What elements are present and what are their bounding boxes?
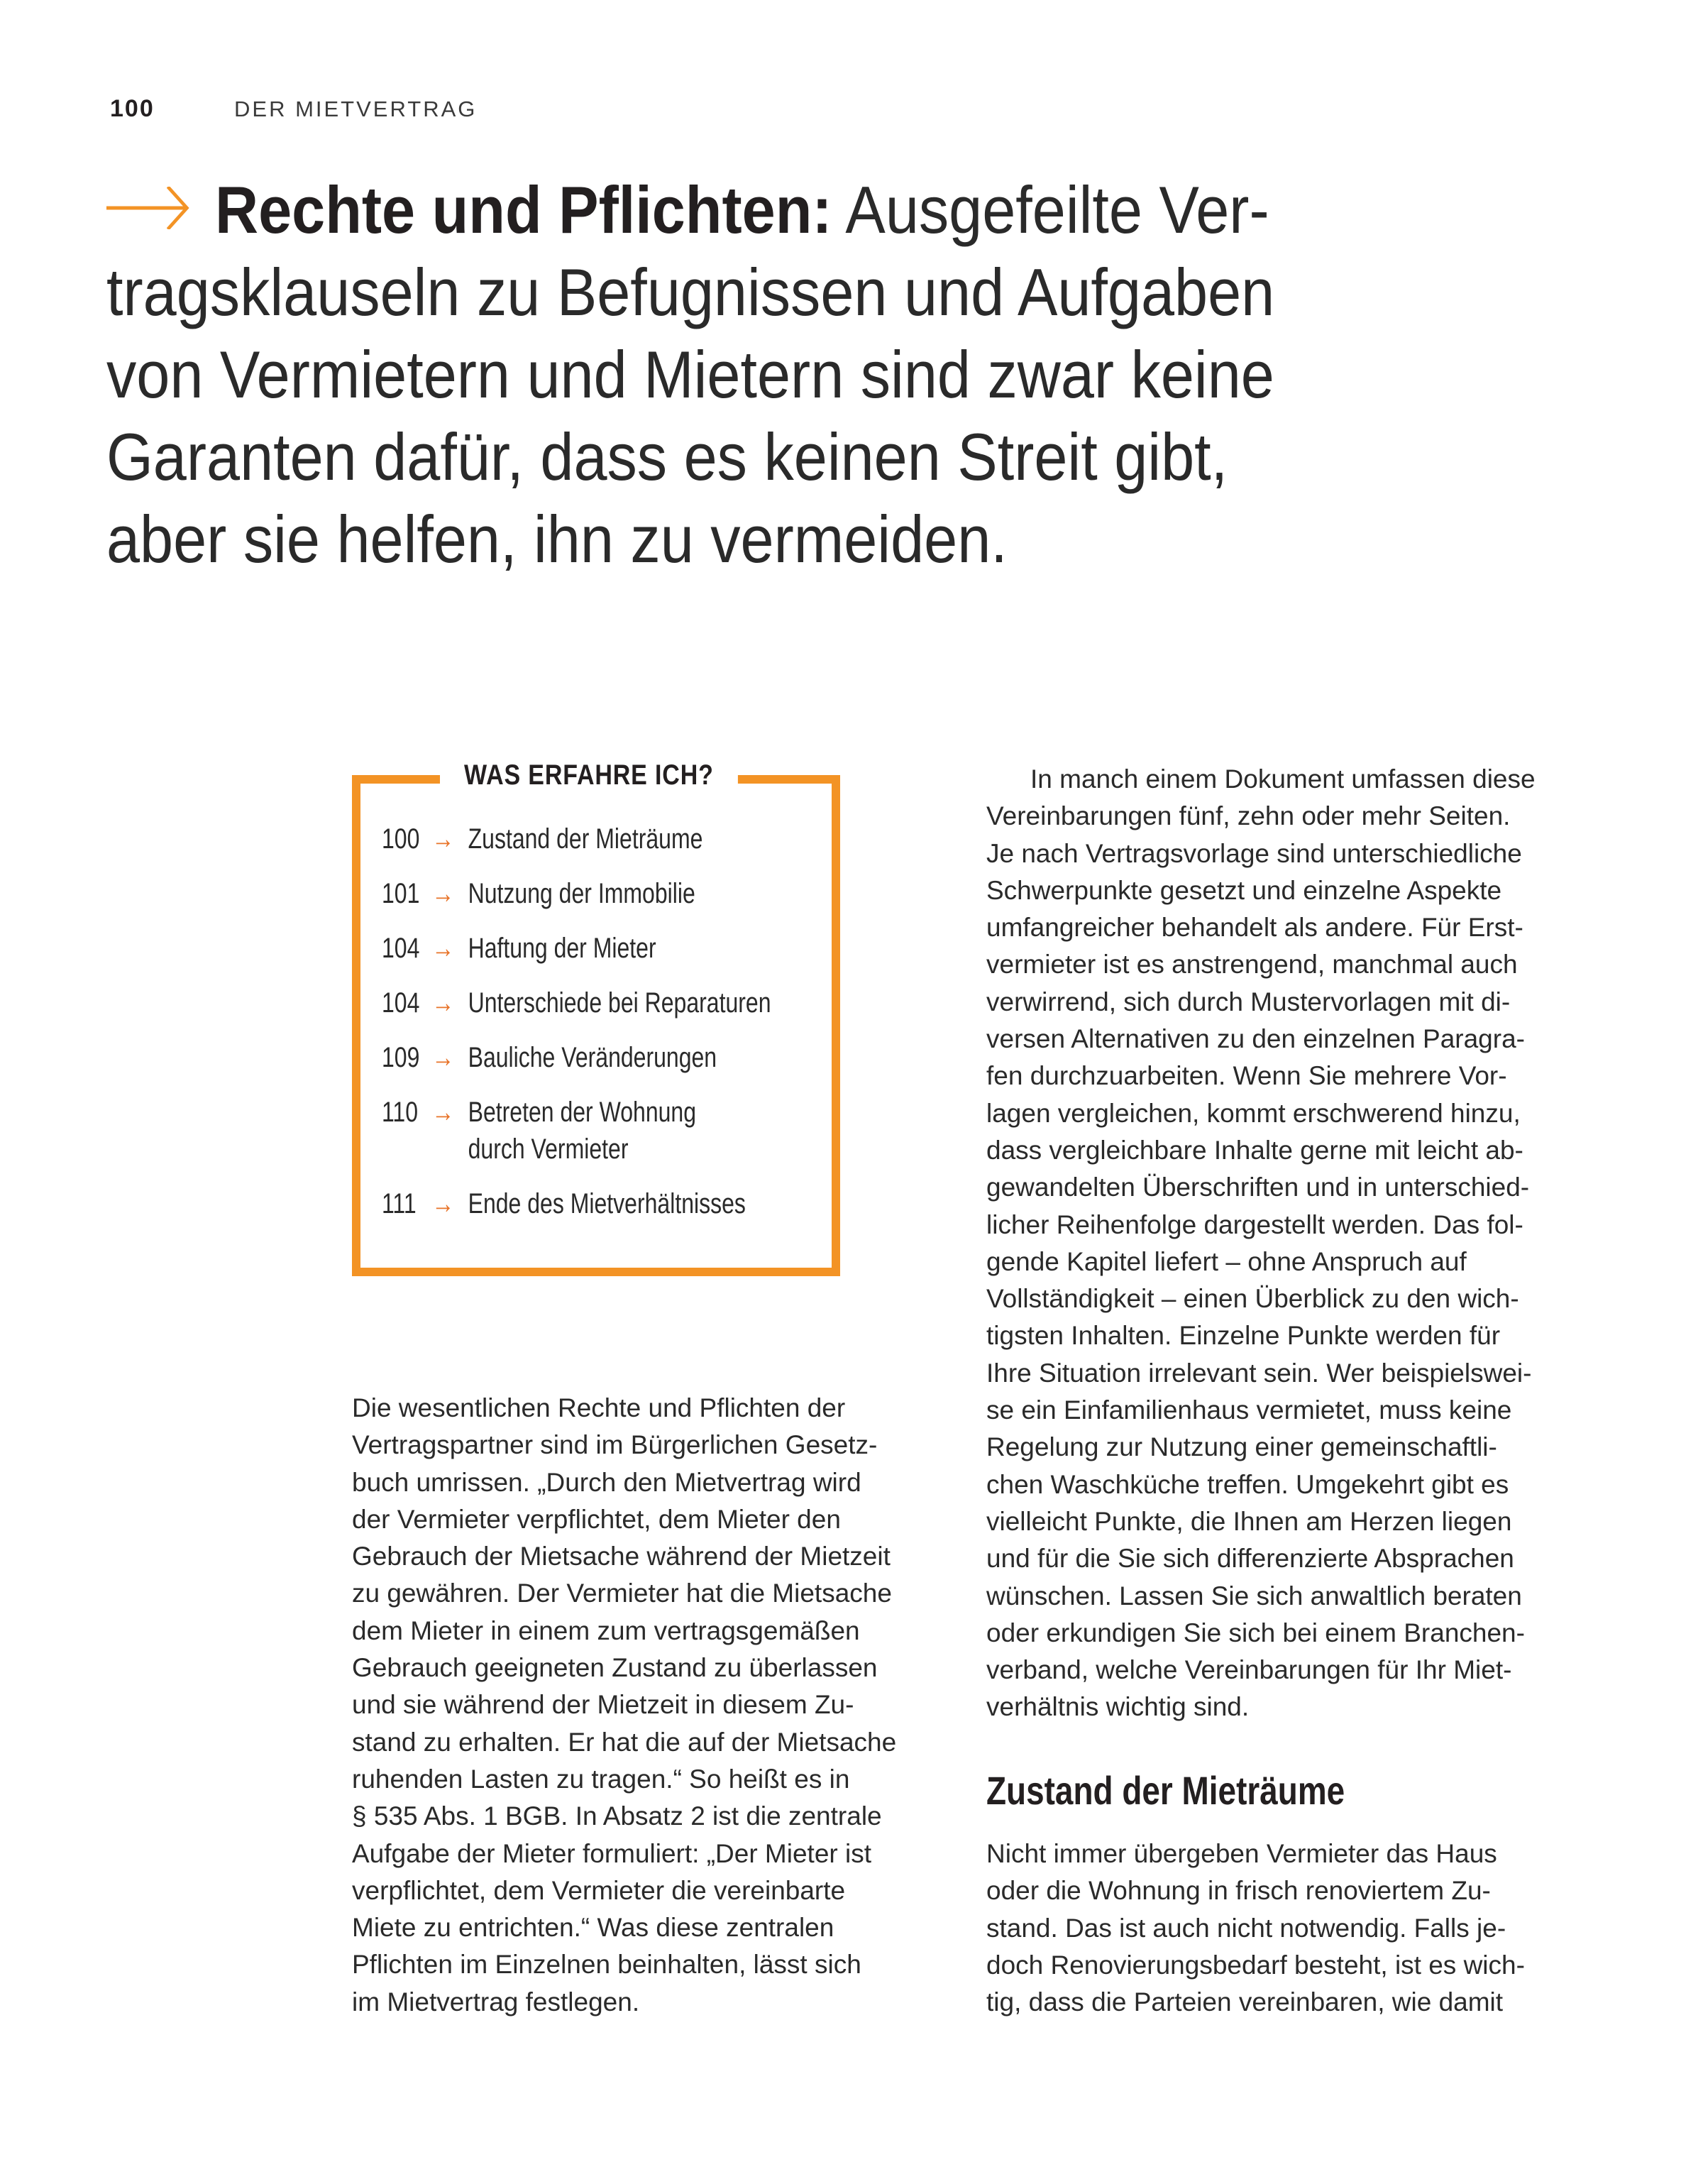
toc-label-line: Unterschiede bei Reparaturen <box>468 987 771 1019</box>
toc-title: WAS ERFAHRE ICH? <box>440 759 738 791</box>
text-line: stand zu erhalten. Er hat die auf der Mietsache <box>352 1727 897 1757</box>
text-line: chen Waschküche treffen. Umgekehrt gibt es <box>986 1469 1509 1499</box>
toc-label-line: Bauliche Veränderungen <box>468 1042 717 1073</box>
text-line: verwirrend, sich durch Mustervorlagen mit di- <box>986 987 1511 1016</box>
toc-label-line: Betreten der Wohnung <box>468 1097 697 1128</box>
toc-label-line: Nutzung der Immobilie <box>468 878 695 909</box>
text-line: vermieter ist es anstrengend, manchmal auch <box>986 950 1518 979</box>
toc-page-number: 100 <box>382 823 420 855</box>
toc-page-number: 104 <box>382 987 420 1019</box>
section-heading: Zustand der Mieträume <box>986 1768 1345 1813</box>
arrow-right-icon: → <box>431 878 455 909</box>
text-line: verhältnis wichtig sind. <box>986 1692 1250 1722</box>
headline-bold: Rechte und Pflichten: <box>215 172 832 247</box>
text-line: gewandelten Überschriften und in unterschied- <box>986 1173 1530 1202</box>
text-line: der Vermieter verpflichtet, dem Mieter den <box>352 1504 841 1534</box>
text-line: oder erkundigen Sie sich bei einem Branchen- <box>986 1618 1525 1647</box>
text-line: stand. Das ist auch nicht notwendig. Falls je- <box>986 1913 1506 1943</box>
text-line: dass vergleichbare Inhalte gerne mit leicht ab- <box>986 1135 1523 1165</box>
toc-label-line: durch Vermieter <box>468 1134 629 1165</box>
text-line: Schwerpunkte gesetzt und einzelne Aspekte <box>986 875 1502 905</box>
text-line: verpflichtet, dem Vermieter die vereinbarte <box>352 1875 846 1905</box>
toc-item <box>382 1185 771 1222</box>
text-line: und sie während der Mietzeit in diesem Zu- <box>352 1690 854 1720</box>
headline-line: von Vermietern und Mietern sind zwar keine <box>106 337 1274 412</box>
toc-label-line: Haftung der Mieter <box>468 933 656 964</box>
text-line: se ein Einfamilienhaus vermietet, muss keine <box>986 1395 1512 1425</box>
running-title: DER MIETVERTRAG <box>234 97 478 121</box>
text-line: Je nach Vertragsvorlage sind unterschiedliche <box>986 838 1522 868</box>
text-line: vielleicht Punkte, die Ihnen am Herzen liegen <box>986 1506 1512 1536</box>
toc-item <box>382 821 771 857</box>
text-line: Die wesentlichen Rechte und Pflichten der <box>352 1393 846 1422</box>
toc-label <box>468 930 656 967</box>
text-line: Miete zu entrichten.“ Was diese zentralen <box>352 1913 834 1943</box>
toc-list <box>382 821 869 1240</box>
headline-line: Garanten dafür, dass es keinen Streit gibt, <box>106 419 1228 494</box>
arrow-right-icon: → <box>431 1188 455 1219</box>
text-line: Pflichten im Einzelnen beinhalten, lässt sich <box>352 1950 861 1980</box>
arrow-right-icon: → <box>431 933 455 964</box>
toc-item <box>382 930 771 967</box>
toc-page-number: 109 <box>382 1042 420 1073</box>
text-line: gende Kapitel liefert – ohne Anspruch auf <box>986 1246 1467 1276</box>
toc-label <box>468 1094 696 1168</box>
page-number: 100 <box>110 95 155 122</box>
toc-item <box>382 1094 771 1168</box>
toc-label <box>468 821 703 857</box>
text-line: versen Alternativen zu den einzelnen Paragra- <box>986 1024 1525 1054</box>
toc-page-number: 101 <box>382 878 420 909</box>
text-line: doch Renovierungsbedarf besteht, ist es wich- <box>986 1950 1525 1980</box>
text-line: wünschen. Lassen Sie sich anwaltlich beraten <box>986 1581 1522 1610</box>
left-column-text <box>352 1390 896 2021</box>
text-line: umfangreicher behandelt als andere. Für Erst- <box>986 913 1523 943</box>
text-line: ruhenden Lasten zu tragen.“ So heißt es in <box>352 1764 850 1794</box>
arrow-right-icon <box>106 187 189 229</box>
headline-line: tragsklauseln zu Befugnissen und Aufgaben <box>106 255 1275 329</box>
toc-label <box>468 984 771 1021</box>
right-column-text <box>986 761 1536 1726</box>
headline <box>106 169 1703 581</box>
section-text <box>986 1835 1525 2021</box>
text-line: buch umrissen. „Durch den Mietvertrag wird <box>352 1467 861 1497</box>
text-line: § 535 Abs. 1 BGB. In Absatz 2 ist die zentrale <box>352 1801 882 1831</box>
headline-line: aber sie helfen, ihn zu vermeiden. <box>106 502 1008 576</box>
text-line: Gebrauch der Mietsache während der Mietzeit <box>352 1542 891 1571</box>
toc-item <box>382 984 771 1021</box>
text-line: dem Mieter in einem zum vertragsgemäßen <box>352 1615 860 1645</box>
toc-page-number: 111 <box>382 1188 417 1219</box>
text-line: tig, dass die Parteien vereinbaren, wie damit <box>986 1987 1504 2017</box>
headline-line <box>106 169 1575 251</box>
text-line: Vertragspartner sind im Bürgerlichen Gesetz- <box>352 1430 878 1460</box>
text-line: Vereinbarungen fünf, zehn oder mehr Seiten. <box>986 801 1511 831</box>
text-line: Ihre Situation irrelevant sein. Wer beispielswei- <box>986 1358 1532 1388</box>
arrow-right-icon: → <box>431 1097 455 1128</box>
text-line: fen durchzuarbeiten. Wenn Sie mehrere Vor- <box>986 1061 1507 1091</box>
text-line: und für die Sie sich differenzierte Absprachen <box>986 1544 1514 1574</box>
text-line: Aufgabe der Mieter formuliert: „Der Mieter ist <box>352 1838 872 1868</box>
text-line: verband, welche Vereinbarungen für Ihr Miet- <box>986 1655 1512 1685</box>
arrow-right-icon: → <box>431 1042 455 1073</box>
text-line: zu gewähren. Der Vermieter hat die Mietsache <box>352 1579 892 1608</box>
text-line: lagen vergleichen, kommt erschwerend hinzu, <box>986 1098 1521 1128</box>
text-line: Nicht immer übergeben Vermieter das Haus <box>986 1839 1497 1868</box>
toc-label-line: Zustand der Mieträume <box>468 823 703 855</box>
text-line: In manch einem Dokument umfassen diese <box>1030 764 1536 794</box>
toc-item <box>382 875 771 912</box>
arrow-right-icon: → <box>431 987 455 1019</box>
toc-label <box>468 875 695 912</box>
toc-page-number: 110 <box>382 1097 419 1128</box>
text-line: Gebrauch geeigneten Zustand zu überlassen <box>352 1653 878 1683</box>
headline-text: Ausgefeilte Ver- <box>832 172 1269 247</box>
text-line: licher Reihenfolge dargestellt werden. Das fol- <box>986 1209 1523 1239</box>
toc-page-number: 104 <box>382 933 420 964</box>
text-line: tigsten Inhalten. Einzelne Punkte werden für <box>986 1321 1501 1351</box>
toc-label-line: Ende des Mietverhältnisses <box>468 1188 746 1219</box>
toc-item <box>382 1039 771 1076</box>
text-line: im Mietvertrag festlegen. <box>352 1987 640 2016</box>
text-line: oder die Wohnung in frisch renoviertem Zu- <box>986 1876 1491 1906</box>
toc-label <box>468 1039 717 1076</box>
text-line: Vollständigkeit – einen Überblick zu den wich- <box>986 1284 1519 1314</box>
text-line: Regelung zur Nutzung einer gemeinschaftli- <box>986 1432 1497 1462</box>
arrow-right-icon: → <box>431 823 455 855</box>
toc-label <box>468 1185 746 1222</box>
